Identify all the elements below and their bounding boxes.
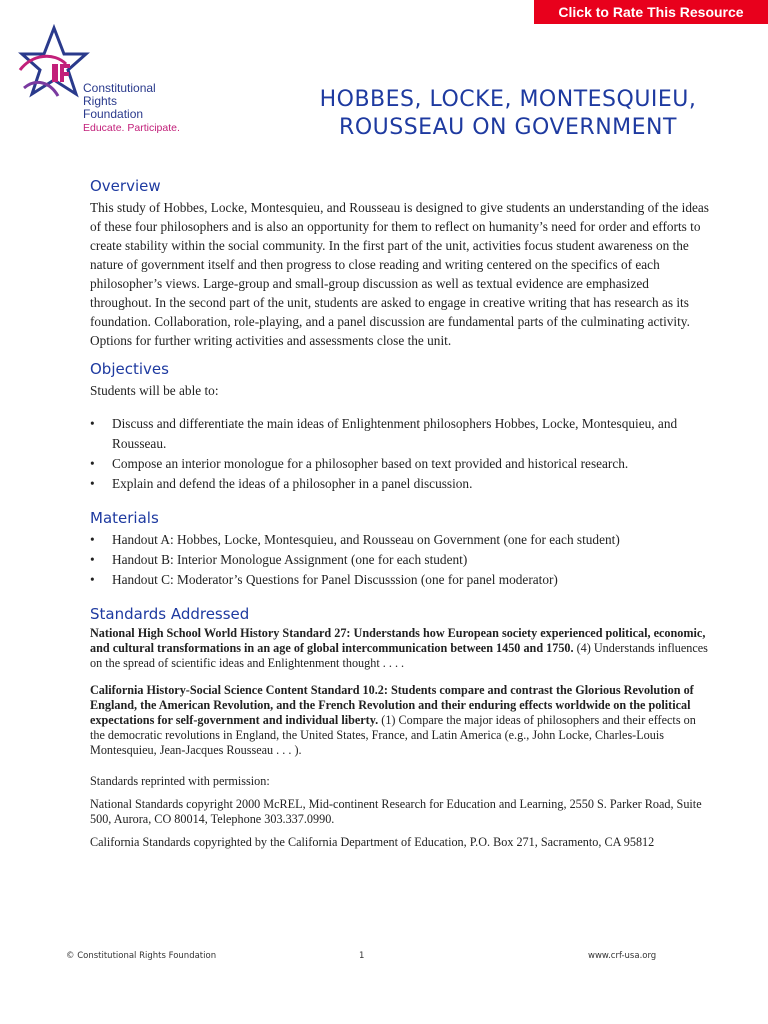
objectives-section <box>90 359 710 494</box>
objectives-list <box>90 414 710 494</box>
logo-tagline: Educate. Participate. <box>83 122 180 134</box>
list-item: • Handout B: Interior Monologue Assignment (one for each student) <box>90 552 468 567</box>
overview-text: This study of Hobbes, Locke, Montesquieu, and Rousseau is designed to give students an understanding of the ideas of these four philosophers and is also an opportunity for them to reflect on humanity’s need for order and efforts to create stability within the social community. In the first part of the unit, activities focus student awareness on the nature of government itself and then progress to close reading and writing centered on the specifics of each philosopher’s views. Large-group and small-group discussion as well as textual evidence are emphasized throughout. In the second part of the unit, students are asked to engage in creative writing that has research as its foundation. Collaboration, role-playing, and a panel discussion are fundamental parts of the culminating activity. Options for further writing activities and assessments close the unit. <box>90 200 709 348</box>
list-item: • Discuss and differentiate the main ideas of Enlightenment philosophers Hobbes, Locke, Montesquieu, and Rousseau. <box>90 416 678 451</box>
logo-line-3: Foundation <box>83 107 144 121</box>
logo-line-1: Constitutional <box>83 81 156 95</box>
standards-note-mcrel: National Standards copyright 2000 McREL, Mid-continent Research for Education and Learning, 2550 S. Parker Road, Suite 500, Aurora, CO 80014, Telephone 303.337.0990. <box>90 797 702 826</box>
crf-logo <box>14 24 194 144</box>
rate-resource-button[interactable]: Click to Rate This Resource <box>534 0 768 24</box>
materials-list <box>90 530 710 590</box>
logo-text <box>83 82 180 135</box>
standards-note-permission: Standards reprinted with permission: <box>90 774 270 788</box>
list-item: • Handout C: Moderator’s Questions for Panel Discusssion (one for panel moderator) <box>90 572 558 587</box>
document-body <box>90 176 710 859</box>
page-title <box>296 86 720 142</box>
overview-section <box>90 176 710 350</box>
objectives-heading: Objectives <box>90 360 169 378</box>
standards-section <box>90 604 710 850</box>
list-item: • Compose an interior monologue for a philosopher based on text provided and historical research. <box>90 456 629 471</box>
list-item: • Handout A: Hobbes, Locke, Montesquieu, and Rousseau on Government (one for each student) <box>90 532 620 547</box>
logo-line-2: Rights <box>83 94 118 108</box>
materials-heading: Materials <box>90 509 159 527</box>
footer-copyright: © Constitutional Rights Foundation <box>66 951 217 961</box>
overview-heading: Overview <box>90 177 161 195</box>
footer-website-link[interactable]: www.crf-usa.org <box>588 951 657 961</box>
footer-page-number: 1 <box>359 951 365 961</box>
title-line-1: HOBBES, LOCKE, MONTESQUIEU, <box>319 87 697 112</box>
standards-note-california: California Standards copyrighted by the California Department of Education, P.O. Box 271, Sacramento, CA 95812 <box>90 835 655 849</box>
objectives-intro: Students will be able to: <box>90 383 219 398</box>
star-swoosh-icon <box>14 24 90 120</box>
list-item: • Explain and defend the ideas of a philosopher in a panel discussion. <box>90 476 473 491</box>
materials-section <box>90 508 710 590</box>
standard-2: California History-Social Science Content Standard 10.2: Students compare and contrast the Glorious Revolution of England, the American Revolution, and the French Revolution and their enduring effects worldwide on the political expectations for self-government and individual liberty. (1) Compare the major ideas of philosophers and their effects on the democratic revolutions in England, the United States, France, and Latin America (e.g., John Locke, Charles-Louis Montesquieu, Jean-Jacques Rousseau . . . ). <box>90 683 696 757</box>
standard-1: National High School World History Standard 27: Understands how European society experienced political, economic, and cultural transformations in an age of global intercommunication between 1450 and 1750. (4) Understands influences on the spread of scientific ideas and Enlightenment thought . . . . <box>90 626 708 670</box>
standards-heading: Standards Addressed <box>90 605 250 623</box>
title-line-2: ROUSSEAU ON GOVERNMENT <box>339 115 677 140</box>
